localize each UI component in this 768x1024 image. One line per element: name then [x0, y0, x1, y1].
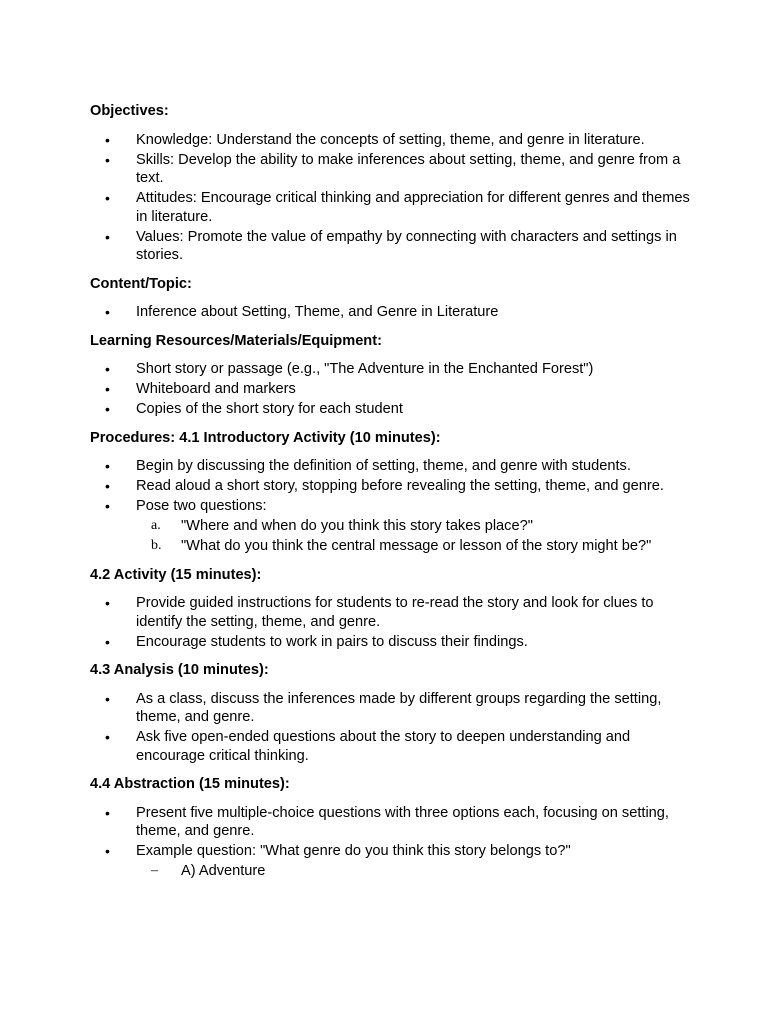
- list-item-text: Values: Promote the value of empathy by connecting with characters and settings in stories.: [136, 228, 677, 263]
- list-item-text: Short story or passage (e.g., "The Adventure in the Enchanted Forest"): [136, 361, 594, 377]
- bullet-icon: •: [105, 401, 110, 417]
- section-0: [90, 102, 690, 265]
- list-item-text: Provide guided instructions for students to re-read the story and look for clues to identify the setting, theme, and genre.: [136, 595, 654, 630]
- bullet-icon: •: [105, 843, 110, 859]
- sub-list: [136, 517, 690, 556]
- bullet-icon: •: [105, 633, 110, 650]
- bullet-list: [90, 594, 690, 651]
- sub-list-marker: b.: [151, 538, 162, 553]
- list-item: [90, 728, 690, 765]
- list-item-text: Copies of the short story for each student: [136, 401, 403, 417]
- sub-list-item-text: A) Adventure: [181, 863, 266, 879]
- list-item: [90, 804, 690, 841]
- section-heading: Learning Resources/Materials/Equipment:: [90, 332, 382, 349]
- bullet-icon: •: [105, 478, 110, 494]
- bullet-icon: •: [105, 151, 110, 168]
- section-heading: 4.3 Analysis (10 minutes):: [90, 662, 269, 678]
- list-item-text: Pose two questions:: [136, 498, 267, 514]
- bullet-list: [90, 360, 690, 419]
- list-item-text: Read aloud a short story, stopping before revealing the setting, theme, and genre.: [136, 478, 664, 494]
- list-item-text: Skills: Develop the ability to make inferences about setting, theme, and genre from a text.: [136, 151, 681, 186]
- bullet-icon: •: [105, 131, 110, 148]
- list-item-text: Begin by discussing the definition of setting, theme, and genre with students.: [136, 458, 631, 474]
- sub-list-item-text: "Where and when do you think this story takes place?": [181, 518, 533, 534]
- section-5: [90, 661, 690, 765]
- bullet-list: [90, 690, 690, 766]
- bullet-icon: •: [105, 690, 110, 707]
- sub-list: [136, 862, 690, 881]
- bullet-icon: •: [105, 595, 110, 611]
- section-4: [90, 566, 690, 652]
- list-item-text: Attitudes: Encourage critical thinking and appreciation for different genres and themes in literature.: [136, 190, 690, 225]
- list-item-text: Inference about Setting, Theme, and Genre in Literature: [136, 304, 499, 320]
- bullet-icon: •: [105, 498, 110, 514]
- list-item-text: Encourage students to work in pairs to discuss their findings.: [136, 633, 528, 650]
- section-heading: Procedures: 4.1 Introductory Activity (10 minutes):: [90, 429, 441, 446]
- list-item-text: Example question: "What genre do you think this story belongs to?": [136, 843, 571, 859]
- list-item-text: As a class, discuss the inferences made by different groups regarding the setting, theme, and genre.: [136, 690, 662, 725]
- bullet-icon: •: [105, 729, 110, 745]
- bullet-list: [90, 804, 690, 881]
- document-page: [90, 102, 690, 891]
- sub-list-item: [136, 517, 690, 536]
- list-item-text: Whiteboard and markers: [136, 381, 296, 397]
- list-item: [90, 497, 690, 556]
- list-item-text: Knowledge: Understand the concepts of setting, theme, and genre in literature.: [136, 131, 645, 148]
- bullet-list: [90, 457, 690, 556]
- list-item: [90, 380, 690, 399]
- bullet-icon: •: [105, 804, 110, 821]
- sub-list-item: [136, 537, 690, 556]
- section-heading: 4.4 Abstraction (15 minutes):: [90, 776, 290, 792]
- sub-list-item-text: "What do you think the central message or lesson of the story might be?": [181, 538, 652, 554]
- list-item: [90, 690, 690, 727]
- sub-list-marker: –: [151, 863, 158, 878]
- bullet-icon: •: [105, 381, 110, 397]
- list-item: [90, 189, 690, 226]
- sub-list-item: [136, 862, 690, 881]
- bullet-icon: •: [105, 190, 110, 206]
- bullet-icon: •: [105, 458, 110, 474]
- list-item: [90, 633, 690, 652]
- section-heading: Content/Topic:: [90, 275, 192, 292]
- list-item: [90, 457, 690, 476]
- list-item: [90, 228, 690, 265]
- list-item: [90, 842, 690, 881]
- bullet-icon: •: [105, 361, 110, 377]
- section-1: [90, 275, 690, 322]
- list-item: [90, 360, 690, 379]
- list-item: [90, 151, 690, 188]
- list-item: [90, 477, 690, 496]
- list-item-text: Ask five open-ended questions about the story to deepen understanding and encourage critical thinking.: [136, 729, 631, 764]
- section-6: [90, 775, 690, 881]
- list-item: [90, 594, 690, 631]
- bullet-list: [90, 303, 690, 322]
- list-item: [90, 303, 690, 322]
- section-heading: Objectives:: [90, 103, 169, 119]
- bullet-list: [90, 131, 690, 265]
- section-2: [90, 332, 690, 419]
- section-heading: 4.2 Activity (15 minutes):: [90, 566, 262, 583]
- bullet-icon: •: [105, 228, 110, 245]
- section-3: [90, 429, 690, 556]
- sub-list-marker: a.: [151, 518, 161, 533]
- list-item: [90, 131, 690, 150]
- list-item: [90, 400, 690, 419]
- bullet-icon: •: [105, 304, 110, 320]
- list-item-text: Present five multiple-choice questions with three options each, focusing on setting, theme, and genre.: [136, 804, 669, 839]
